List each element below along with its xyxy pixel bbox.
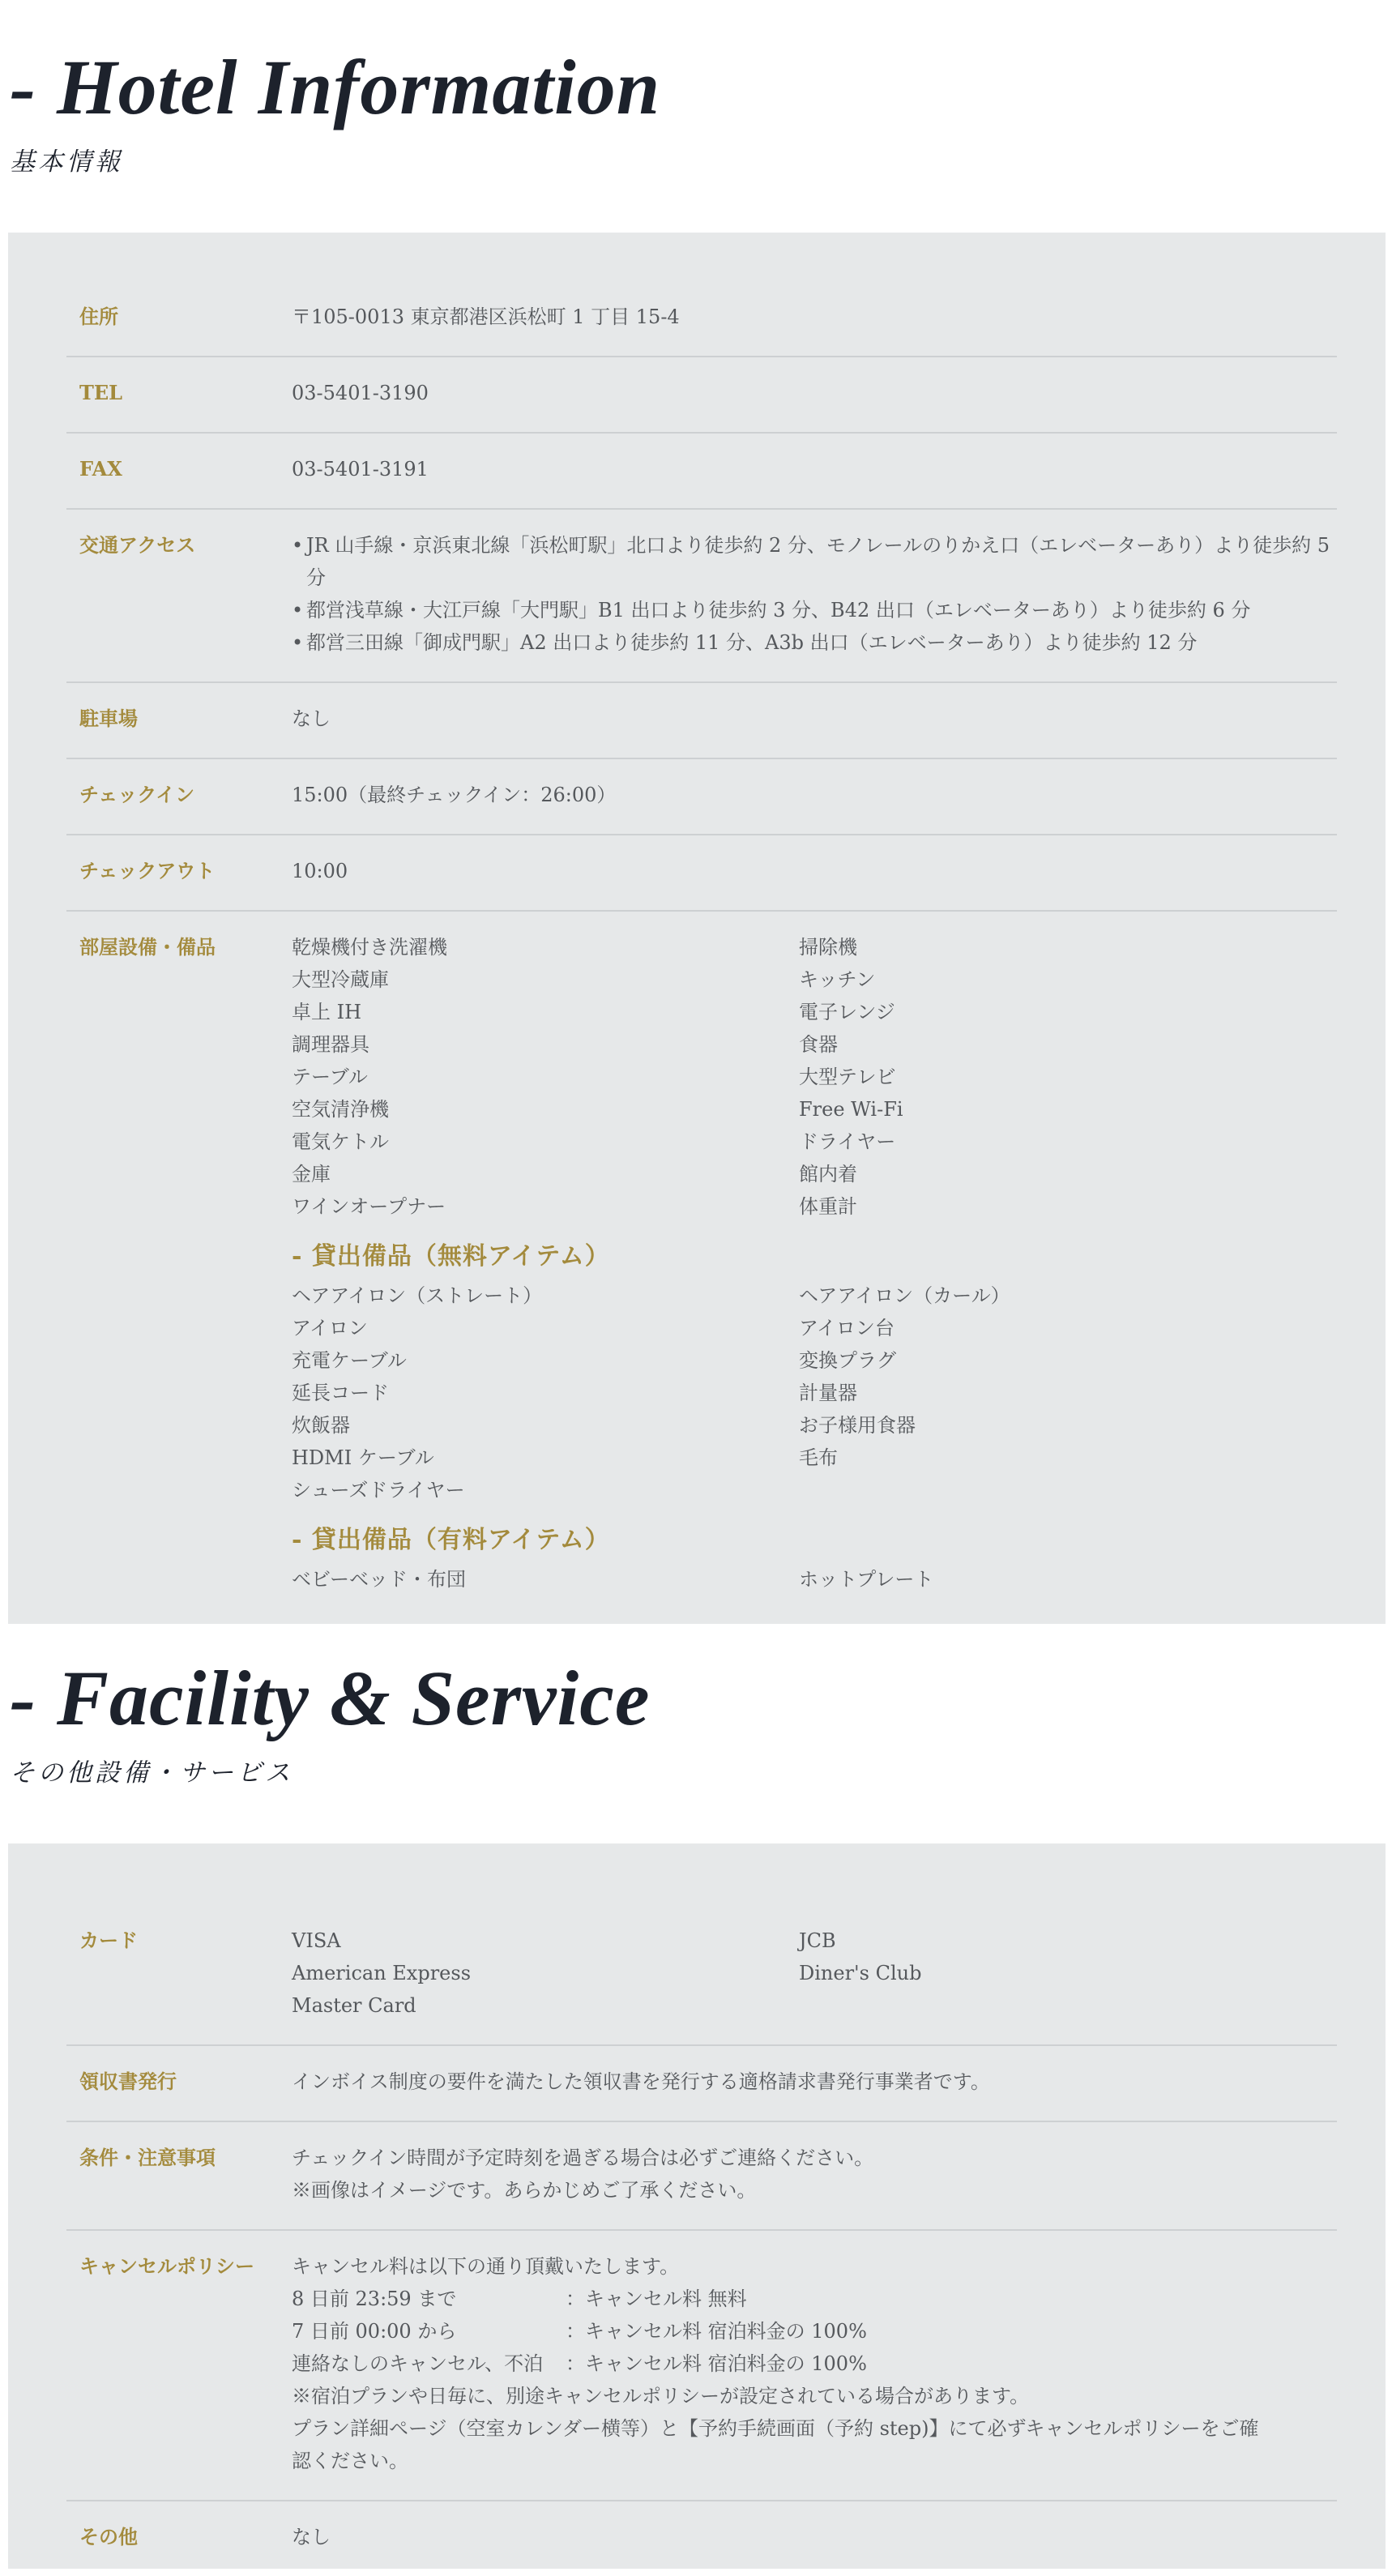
facility-panel — [8, 1843, 1386, 2569]
free-rental-left-column — [292, 1279, 799, 1506]
other-label: その他 — [79, 2525, 138, 2548]
rental-item: 毛布 — [799, 1446, 838, 1469]
card-brand: Diner's Club — [799, 1962, 922, 1984]
hotel-info-subtitle: 基本情報 — [10, 147, 123, 176]
fax-label: FAX — [79, 457, 122, 481]
card-brand: JCB — [799, 1929, 836, 1952]
cancel-fee: ：キャンセル料 無料 — [566, 2288, 747, 2310]
amenity-item: 調理器具 — [292, 1033, 369, 1056]
amenity-item: 金庫 — [292, 1163, 331, 1185]
amenity-item: ドライヤー — [799, 1130, 896, 1153]
checkout-label: チェックアウト — [79, 859, 216, 882]
rental-item: ベビーベッド・布団 — [292, 1568, 467, 1591]
access-item-text: JR 山手線・京浜東北線「浜松町駅」北口より徒歩約 2 分、モノレールのりかえ口（エレベーターあり）より徒歩約 5 分 — [306, 534, 1330, 589]
receipt-value: インボイス制度の要件を満たした領収書を発行する適格請求書発行事業者です。 — [292, 2070, 990, 2093]
cancel-policy-note: ※宿泊プランや日毎に、別途キャンセルポリシーが設定されている場合があります。 — [292, 2385, 1030, 2407]
cancel-timing: 7 日前 00:00 から — [292, 2320, 457, 2343]
bullet-icon: • — [292, 631, 304, 654]
conditions-value — [292, 2142, 1337, 2206]
bullet-icon: • — [292, 599, 304, 622]
amenity-item: 大型冷蔵庫 — [292, 968, 389, 991]
access-item — [292, 626, 1337, 659]
conditions-line: ※画像はイメージです。あらかじめご了承ください。 — [292, 2179, 757, 2202]
checkin-value: 15:00（最終チェックイン：26:00） — [292, 784, 617, 806]
tel-label: TEL — [79, 381, 123, 404]
access-row — [66, 510, 1337, 683]
free-rental-grid — [292, 1279, 1337, 1506]
amenity-item: Free Wi-Fi — [799, 1098, 903, 1121]
address-row — [66, 281, 1337, 357]
other-value: なし — [292, 2526, 331, 2548]
parking-value: なし — [292, 707, 331, 730]
cancel-timing: 連絡なしのキャンセル、不泊 — [292, 2352, 544, 2375]
rental-item: ヘアアイロン（ストレート） — [292, 1284, 543, 1307]
rental-item: HDMI ケーブル — [292, 1446, 434, 1469]
cancel-timing: 8 日前 23:59 まで — [292, 2288, 457, 2310]
bullet-icon: • — [292, 534, 304, 557]
checkin-row — [66, 759, 1337, 835]
cancel-fee: ：キャンセル料 宿泊料金の 100% — [566, 2320, 867, 2343]
facility-subtitle: その他設備・サービス — [10, 1758, 293, 1787]
paid-rental-heading: - 貸出備品（有料アイテム） — [292, 1526, 610, 1554]
access-item-text: 都営三田線「御成門駅」A2 出口より徒歩約 11 分、A3b 出口（エレベーターあり）より徒歩約 12 分 — [306, 631, 1198, 654]
tel-row — [66, 357, 1337, 434]
receipt-row — [66, 2046, 1337, 2122]
amenity-item: 食器 — [799, 1033, 838, 1056]
card-right-column — [799, 1925, 1337, 2022]
cancel-policy-line — [292, 2347, 1337, 2380]
facility-title: - Facility & Service — [10, 1655, 651, 1741]
amenity-item: 大型テレビ — [799, 1066, 896, 1088]
card-list — [292, 1925, 1337, 2022]
amenities-label: 部屋設備・備品 — [79, 935, 216, 959]
conditions-row — [66, 2122, 1337, 2231]
cancel-policy-line — [292, 2315, 1337, 2347]
card-brand: Master Card — [292, 1994, 416, 2017]
rental-item: ホットプレート — [799, 1568, 934, 1591]
rental-item: 炊飯器 — [292, 1414, 350, 1437]
access-list — [292, 529, 1337, 659]
conditions-line: チェックイン時間が予定時刻を過ぎる場合は必ずご連絡ください。 — [292, 2147, 874, 2169]
rental-item: お子様用食器 — [799, 1414, 916, 1437]
cancel-policy-line — [292, 2283, 1337, 2315]
facility-header — [10, 1655, 1379, 1788]
amenity-item: 乾燥機付き洗濯機 — [292, 936, 447, 959]
cancel-policy-label: キャンセルポリシー — [79, 2254, 254, 2278]
address-label: 住所 — [79, 305, 118, 328]
checkout-row — [66, 835, 1337, 912]
rental-item: 変換プラグ — [799, 1349, 896, 1372]
card-row — [66, 1905, 1337, 2046]
card-brand: VISA — [292, 1929, 341, 1952]
amenity-item: 卓上 IH — [292, 1001, 362, 1023]
checkout-value: 10:00 — [292, 860, 348, 882]
hotel-info-title: - Hotel Information — [10, 44, 661, 130]
access-label: 交通アクセス — [79, 533, 196, 557]
parking-label: 駐車場 — [79, 707, 138, 730]
amenity-item: ワインオープナー — [292, 1195, 446, 1218]
conditions-label: 条件・注意事項 — [79, 2146, 216, 2169]
tel-value: 03-5401-3190 — [292, 382, 429, 404]
rental-item: 充電ケーブル — [292, 1349, 407, 1372]
cancel-policy-intro: キャンセル料は以下の通り頂戴いたします。 — [292, 2255, 680, 2278]
card-brand: American Express — [292, 1962, 472, 1984]
amenity-item: 掃除機 — [799, 936, 857, 959]
access-item — [292, 529, 1337, 594]
amenity-item: 館内着 — [799, 1163, 857, 1185]
cancel-policy-value — [292, 2250, 1337, 2477]
cancel-fee: ：キャンセル料 宿泊料金の 100% — [566, 2352, 867, 2375]
access-item — [292, 594, 1337, 626]
cancel-policy-row — [66, 2231, 1337, 2501]
card-left-column — [292, 1925, 799, 2022]
rental-item: アイロン台 — [799, 1317, 895, 1339]
cancel-policy-note: プラン詳細ページ（空室カレンダー横等）と【予約手続画面（予約 step)】にて必ずキャンセルポリシーをご確認ください。 — [292, 2417, 1259, 2472]
hotel-info-header — [10, 44, 1379, 177]
other-row — [66, 2501, 1337, 2576]
amenity-item: 電子レンジ — [799, 1001, 895, 1023]
checkin-label: チェックイン — [79, 783, 195, 806]
amenity-item: 体重計 — [799, 1195, 857, 1218]
amenities-right-column — [799, 931, 1337, 1223]
fax-value: 03-5401-3191 — [292, 458, 429, 481]
rental-item: 計量器 — [799, 1382, 857, 1404]
free-rental-heading: - 貸出備品（無料アイテム） — [292, 1242, 610, 1271]
amenities-row — [66, 912, 1337, 1618]
card-label: カード — [79, 1929, 138, 1952]
amenities-content — [292, 931, 1337, 1596]
fax-row — [66, 434, 1337, 510]
amenity-item: テーブル — [292, 1066, 368, 1088]
rental-item: アイロン — [292, 1317, 368, 1339]
paid-rental-grid — [292, 1563, 1337, 1596]
amenity-item: 電気ケトル — [292, 1130, 389, 1153]
hotel-info-panel — [8, 233, 1386, 1624]
receipt-label: 領収書発行 — [79, 2070, 177, 2093]
amenity-item: 空気清浄機 — [292, 1098, 389, 1121]
address-value: 〒105-0013 東京都港区浜松町 1 丁目 15-4 — [292, 305, 680, 328]
amenities-grid — [292, 931, 1337, 1223]
parking-row — [66, 683, 1337, 759]
free-rental-right-column — [799, 1279, 1337, 1506]
rental-item: ヘアアイロン（カール） — [799, 1284, 1010, 1307]
rental-item: 延長コード — [292, 1382, 389, 1404]
amenity-item: キッチン — [799, 968, 876, 991]
amenities-left-column — [292, 931, 799, 1223]
rental-item: シューズドライヤー — [292, 1479, 465, 1502]
access-item-text: 都営浅草線・大江戸線「大門駅」B1 出口より徒歩約 3 分、B42 出口（エレベーターあり）より徒歩約 6 分 — [306, 599, 1251, 622]
